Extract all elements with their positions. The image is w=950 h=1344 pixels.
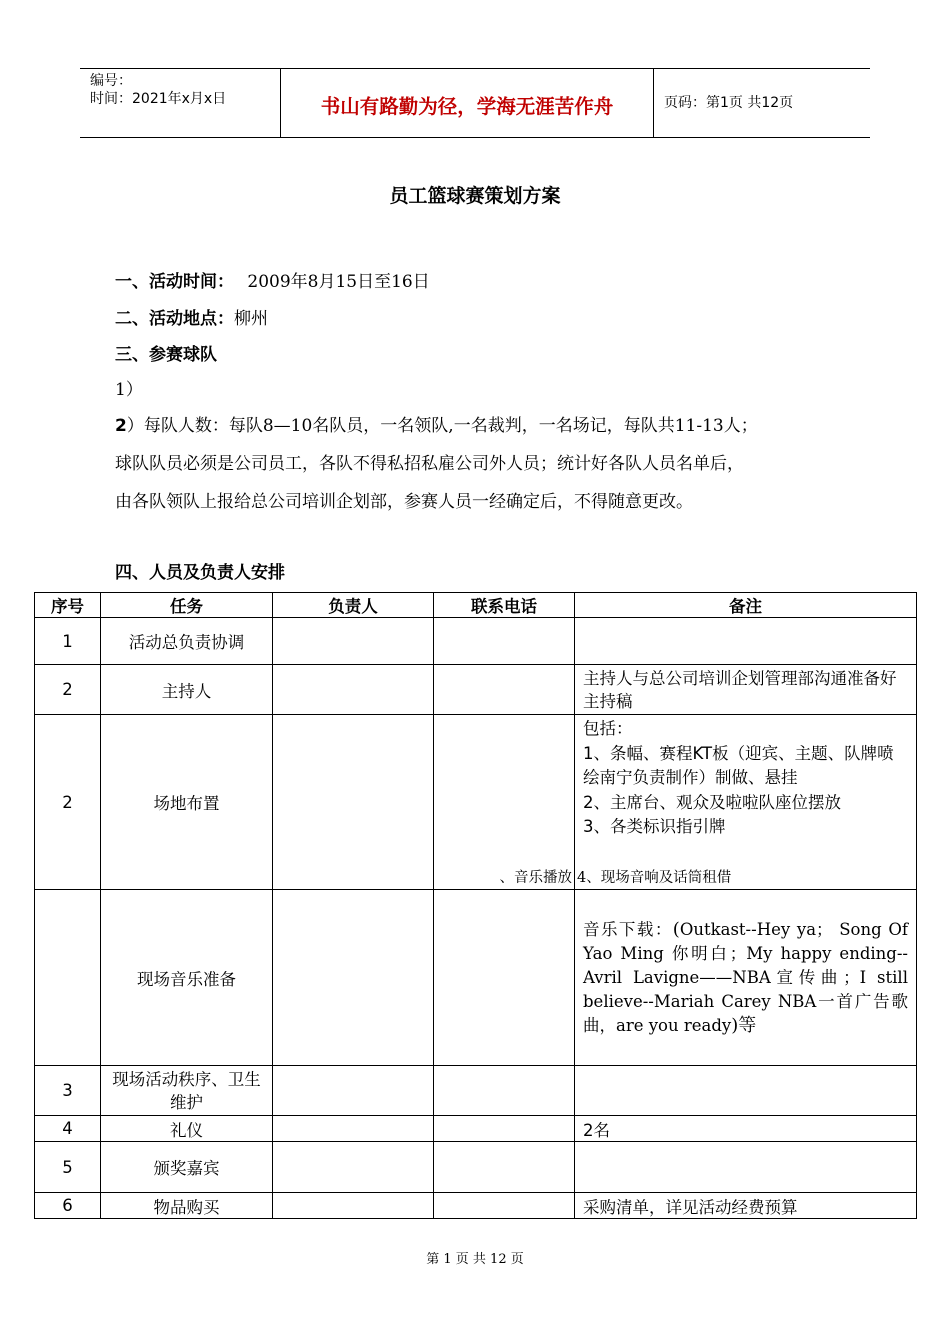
row-note [575,1142,917,1193]
page-footer: 第 1 页 共 12 页 [426,1252,524,1267]
row-phone [434,1066,575,1116]
row-person [273,715,434,890]
row-person [273,1193,434,1219]
row-note [575,890,917,1066]
row-no: 3 [35,1066,101,1116]
table-row [35,665,917,715]
row-phone [434,890,575,1066]
row-person [273,1142,434,1193]
row-phone [434,1116,575,1142]
item2-text: ）每队人数：每队8—10名队员，一名领队,一名裁判，一名场记，每队共11-13人； [126,416,758,436]
row-note: 主持人与总公司培训企划管理部沟通准备好主持稿 [575,665,917,715]
note-line: 3、各类标识指引牌 [583,817,726,836]
time-label: 时间：2021年x月x日 [90,91,227,107]
row-task: 颁奖嘉宾 [101,1142,273,1193]
time-heading: 一、活动时间： [115,272,234,292]
document-title: 员工篮球赛策划方案 [389,185,561,207]
place-line [115,304,268,329]
serial-label: 编号： [90,73,132,89]
table-row [35,1193,917,1219]
row-no: 4 [35,1116,101,1142]
row-person [273,890,434,1066]
table-row [35,1142,917,1193]
row-no: 2 [35,665,101,715]
row-note [575,1066,917,1116]
time-value: 2009年8月15日至16日 [247,272,430,292]
row-task: 活动总负责协调 [101,618,273,665]
row-task: 礼仪 [101,1116,273,1142]
music-open: ( [672,918,680,940]
row-person [273,1066,434,1116]
row-phone [434,618,575,665]
row-no [35,890,101,1066]
music-list: Outkast--Hey ya； Song Of Yao Ming 你明白；My happy ending--Avril Lavigne——NBA宣传曲；I still believe--Mariah Carey NBA一首广告歌曲，are you ready [583,919,908,1035]
row-task: 主持人 [101,665,273,715]
page-header [80,68,870,138]
row-phone [434,1142,575,1193]
table-row [35,715,917,890]
music-close: )等 [731,1014,757,1036]
table-header-row [35,593,917,618]
teams-para-line-3: 由各队领队上报给总公司培训企划部，参赛人员一经确定后，不得随意更改。 [115,492,693,512]
row-phone [434,1193,575,1219]
motto: 书山有路勤为径，学海无涯苦作舟 [320,95,614,118]
row-person [273,665,434,715]
place-value: 柳州 [234,309,268,329]
header-no: 序号 [35,593,101,618]
teams-para-line-2: 球队队员必须是公司员工，各队不得私招私雇公司外人员；统计好各队人员名单后， [115,454,744,474]
staff-heading: 四、人员及负责人安排 [115,563,285,583]
table-row [35,1116,917,1142]
row-note [575,715,917,890]
header-motto-cell [281,69,654,137]
row-task: 场地布置 [101,715,273,890]
header-page-cell [654,69,870,137]
note-tail: 4、现场音响及话筒租借 [577,870,732,886]
note-line: 2、主席台、观众及啦啦队座位摆放 [583,792,841,812]
row-no: 6 [35,1193,101,1219]
header-phone: 联系电话 [434,593,575,618]
header-meta [80,69,281,137]
note-line: 包括： [583,719,633,738]
place-heading: 二、活动地点： [115,309,234,329]
row-note [575,618,917,665]
teams-heading: 三、参赛球队 [115,345,217,365]
header-person: 负责人 [273,593,434,618]
item2-number: 2 [115,416,127,436]
row-no: 2 [35,715,101,890]
row-person [273,618,434,665]
header-note: 备注 [575,593,917,618]
header-task: 任务 [101,593,273,618]
row-phone [434,665,575,715]
page-label: 页码：第1页 共12页 [664,95,794,111]
row-no: 5 [35,1142,101,1193]
teams-item-2 [115,411,758,436]
staff-table [34,592,917,1219]
row-note: 采购清单，详见活动经费预算 [575,1193,917,1219]
time-line [115,267,430,292]
table-row [35,1066,917,1116]
teams-item-1: 1） [115,380,143,400]
row-task: 物品购买 [101,1193,273,1219]
row-task: 现场音乐准备 [101,890,273,1066]
row-no: 1 [35,618,101,665]
music-prefix: 音乐下载： [583,919,673,939]
row-person [273,1116,434,1142]
row-phone: 、音乐播放 [434,715,575,890]
table-row [35,618,917,665]
note-line: 1、条幅、赛程KT板（迎宾、主题、队牌喷绘南宁负责制作）制做、悬挂 [583,743,894,787]
table-row [35,890,917,1066]
row-task: 现场活动秩序、卫生维护 [101,1066,273,1116]
row-note: 2名 [575,1116,917,1142]
